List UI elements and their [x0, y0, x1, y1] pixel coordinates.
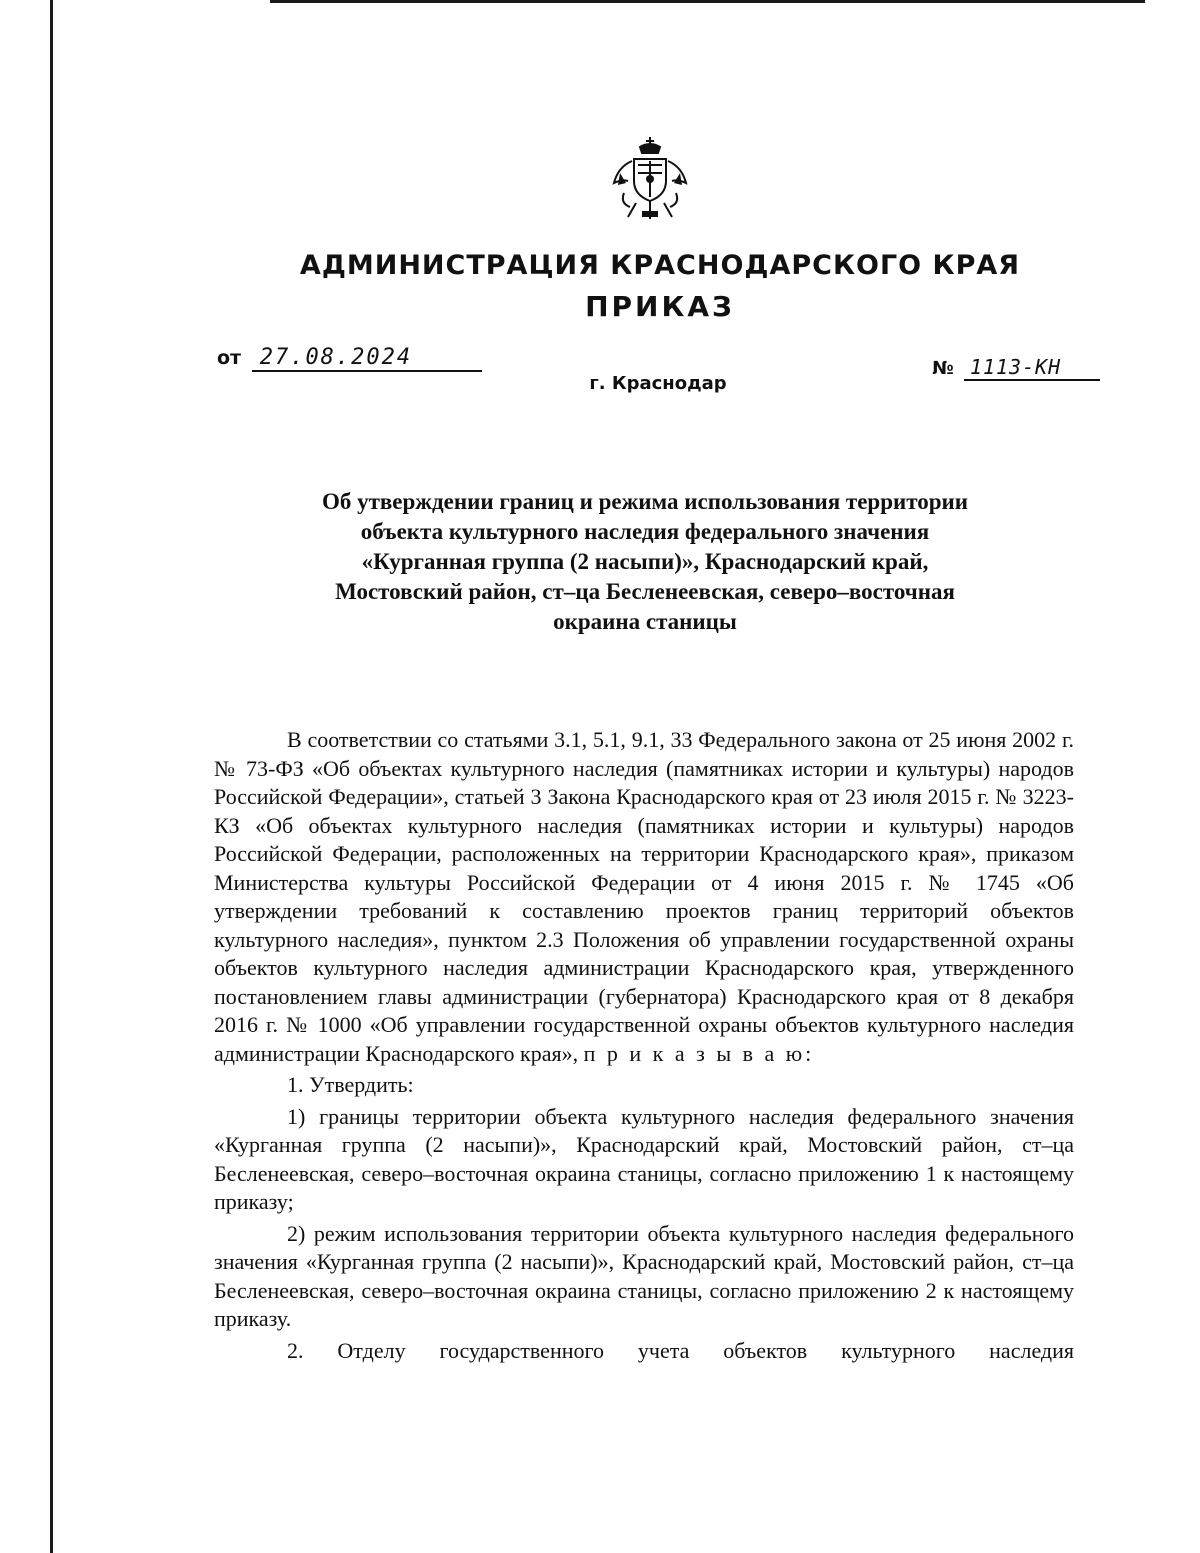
item-1-2: 2) режим использования территории объекта культурного наследия федерального значения «Курганная группа (2 насыпи)», Краснодарский край, Мостовский район, ст–ца Бесленеевская, северо–восточная окраина станицы, согласно приложению 2 к настоящему приказу. [214, 1220, 1074, 1331]
date-prefix: от [217, 347, 242, 369]
coat-of-arms-icon [610, 133, 690, 223]
order-word: п р и к а з ы в а ю: [583, 1040, 815, 1066]
item-1-1: 1) границы территории объекта культурного наследия федерального значения «Курганная группа (2 насыпи)», Краснодарский край, Мостовский район, ст–ца Бесленеевская, северо–восточная окраина станицы, согласно приложению 1 к настоящему приказу; [214, 1103, 1074, 1214]
number-field [932, 355, 1100, 381]
document-body [214, 726, 1074, 1365]
title-line: «Курганная группа (2 насыпи)», Краснодарский край, [361, 549, 929, 574]
preamble-paragraph [214, 726, 1074, 1068]
document-title [270, 487, 1020, 637]
preamble-text: В соответствии со статьями 3.1, 5.1, 9.1, 33 Федерального закона от 25 июня 2002 г. № 73-ФЗ «Об объектах культурного наследия (памятниках истории и культуры) народов Российской Федерации», статьей 3 Закона Краснодарского края от 23 июля 2015 г. № 3223-КЗ «Об объектах культурного наследия (памятниках истории и культуры) народов Российской Федерации, расположенных на территории Краснодарского края», приказом Министерства культуры Российской Федерации от 4 июня 2015 г. № 1745 «Об утверждении требований к составлению проектов границ территорий объектов культурного наследия», пунктом 2.3 Положения об управлении государственной охраны объектов культурного наследия администрации Краснодарского края, утвержденного постановлением главы администрации (губернатора) Краснодарского края от 8 декабря 2016 г. № 1000 «Об управлении государственной охраны объектов культурного наследия администрации Краснодарского края», [214, 727, 1074, 1066]
city-name: г. Краснодар [589, 373, 727, 394]
scan-edge-top [270, 0, 1145, 3]
date-field [217, 345, 482, 372]
item-2: 2. Отделу государственного учета объектов культурного наследия [287, 1337, 1074, 1363]
title-line: окраина станицы [553, 609, 737, 634]
title-line: объекта культурного наследия федерального значения [360, 519, 930, 544]
title-line: Мостовский район, ст–ца Бесленеевская, северо–восточная [335, 579, 955, 604]
document-type: ПРИКАЗ [585, 290, 735, 323]
number-prefix: № [932, 358, 954, 379]
organization-name: АДМИНИСТРАЦИЯ КРАСНОДАРСКОГО КРАЯ [299, 250, 1021, 281]
date-value: 27.08.2024 [252, 345, 482, 372]
item-1: 1. Утвердить: [287, 1072, 414, 1097]
scan-edge-left [50, 0, 53, 1553]
number-value: 1113-КН [964, 355, 1100, 381]
title-line: Об утверждении границ и режима использования территории [321, 489, 969, 514]
